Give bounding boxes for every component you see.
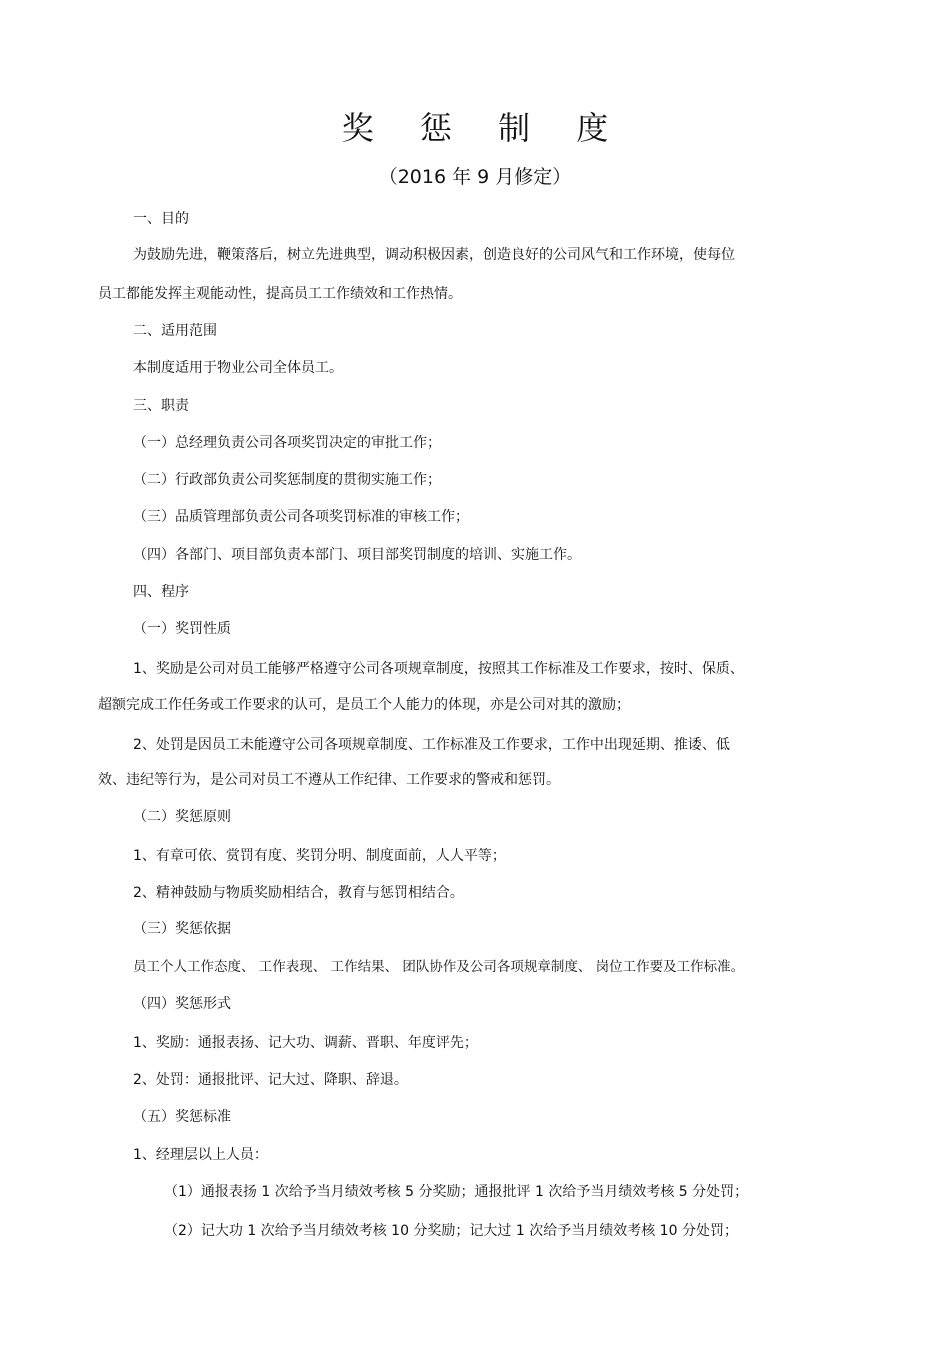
section-heading: 四、程序 [133, 584, 189, 600]
paragraph-line: 超额完成工作任务或工作要求的认可，是员工个人能力的体现，亦是公司对其的激励； [98, 697, 630, 713]
list-item: 1、奖励：通报表扬、记大功、调薪、晋职、年度评先； [133, 1035, 478, 1051]
paragraph-line: 效、违纪等行为，是公司对员工不遵从工作纪律、工作要求的警戒和惩罚。 [98, 772, 560, 788]
list-item: （三）品质管理部负责公司各项奖罚标准的审核工作； [133, 509, 469, 525]
subsection-heading: （二）奖惩原则 [133, 809, 231, 825]
subsection-heading: （五）奖惩标准 [133, 1109, 231, 1125]
paragraph-line: 本制度适用于物业公司全体员工。 [133, 360, 343, 376]
paragraph-line: 员工都能发挥主观能动性，提高员工工作绩效和工作热情。 [98, 286, 462, 302]
list-item: （二）行政部负责公司奖惩制度的贯彻实施工作； [133, 472, 441, 488]
section-heading: 三、职责 [133, 398, 189, 414]
paragraph-line: 1、奖励是公司对员工能够严格遵守公司各项规章制度，按照其工作标准及工作要求，按时、保质、 [133, 661, 744, 677]
subsection-heading: （一）奖罚性质 [133, 621, 231, 637]
list-item: 2、处罚：通报批评、记大过、降职、辞退。 [133, 1072, 408, 1088]
section-heading: 一、目的 [133, 211, 189, 227]
paragraph-line: 员工个人工作态度、 工作表现、 工作结果、 团队协作及公司各项规章制度、 岗位工作要及工作标准。 [133, 959, 745, 975]
list-item: （一）总经理负责公司各项奖罚决定的审批工作； [133, 435, 441, 451]
list-item: 1、有章可依、赏罚有度、奖罚分明、制度面前，人人平等； [133, 848, 506, 864]
document-title: 奖 惩 制 度 [341, 109, 627, 147]
subsection-heading: （三）奖惩依据 [133, 921, 231, 937]
section-heading: 二、适用范围 [133, 323, 217, 339]
list-item: （四）各部门、项目部负责本部门、项目部奖罚制度的培训、实施工作。 [133, 547, 581, 563]
paragraph-line: 2、处罚是因员工未能遵守公司各项规章制度、工作标准及工作要求，工作中出现延期、推诿、低 [133, 737, 730, 753]
list-item: 1、经理层以上人员： [133, 1147, 268, 1163]
subsection-heading: （四）奖惩形式 [133, 996, 231, 1012]
list-item: 2、精神鼓励与物质奖励相结合，教育与惩罚相结合。 [133, 885, 464, 901]
paragraph-line: 为鼓励先进，鞭策落后，树立先进典型，调动积极因素，创造良好的公司风气和工作环境，使每位 [133, 247, 735, 263]
list-item: （2）记大功 1 次给予当月绩效考核 10 分奖励；记大过 1 次给予当月绩效考核 10 分处罚； [164, 1223, 738, 1239]
document-subtitle: （2016 年 9 月修定） [378, 166, 572, 188]
list-item: （1）通报表扬 1 次给予当月绩效考核 5 分奖励；通报批评 1 次给予当月绩效考核 5 分处罚； [164, 1184, 749, 1200]
